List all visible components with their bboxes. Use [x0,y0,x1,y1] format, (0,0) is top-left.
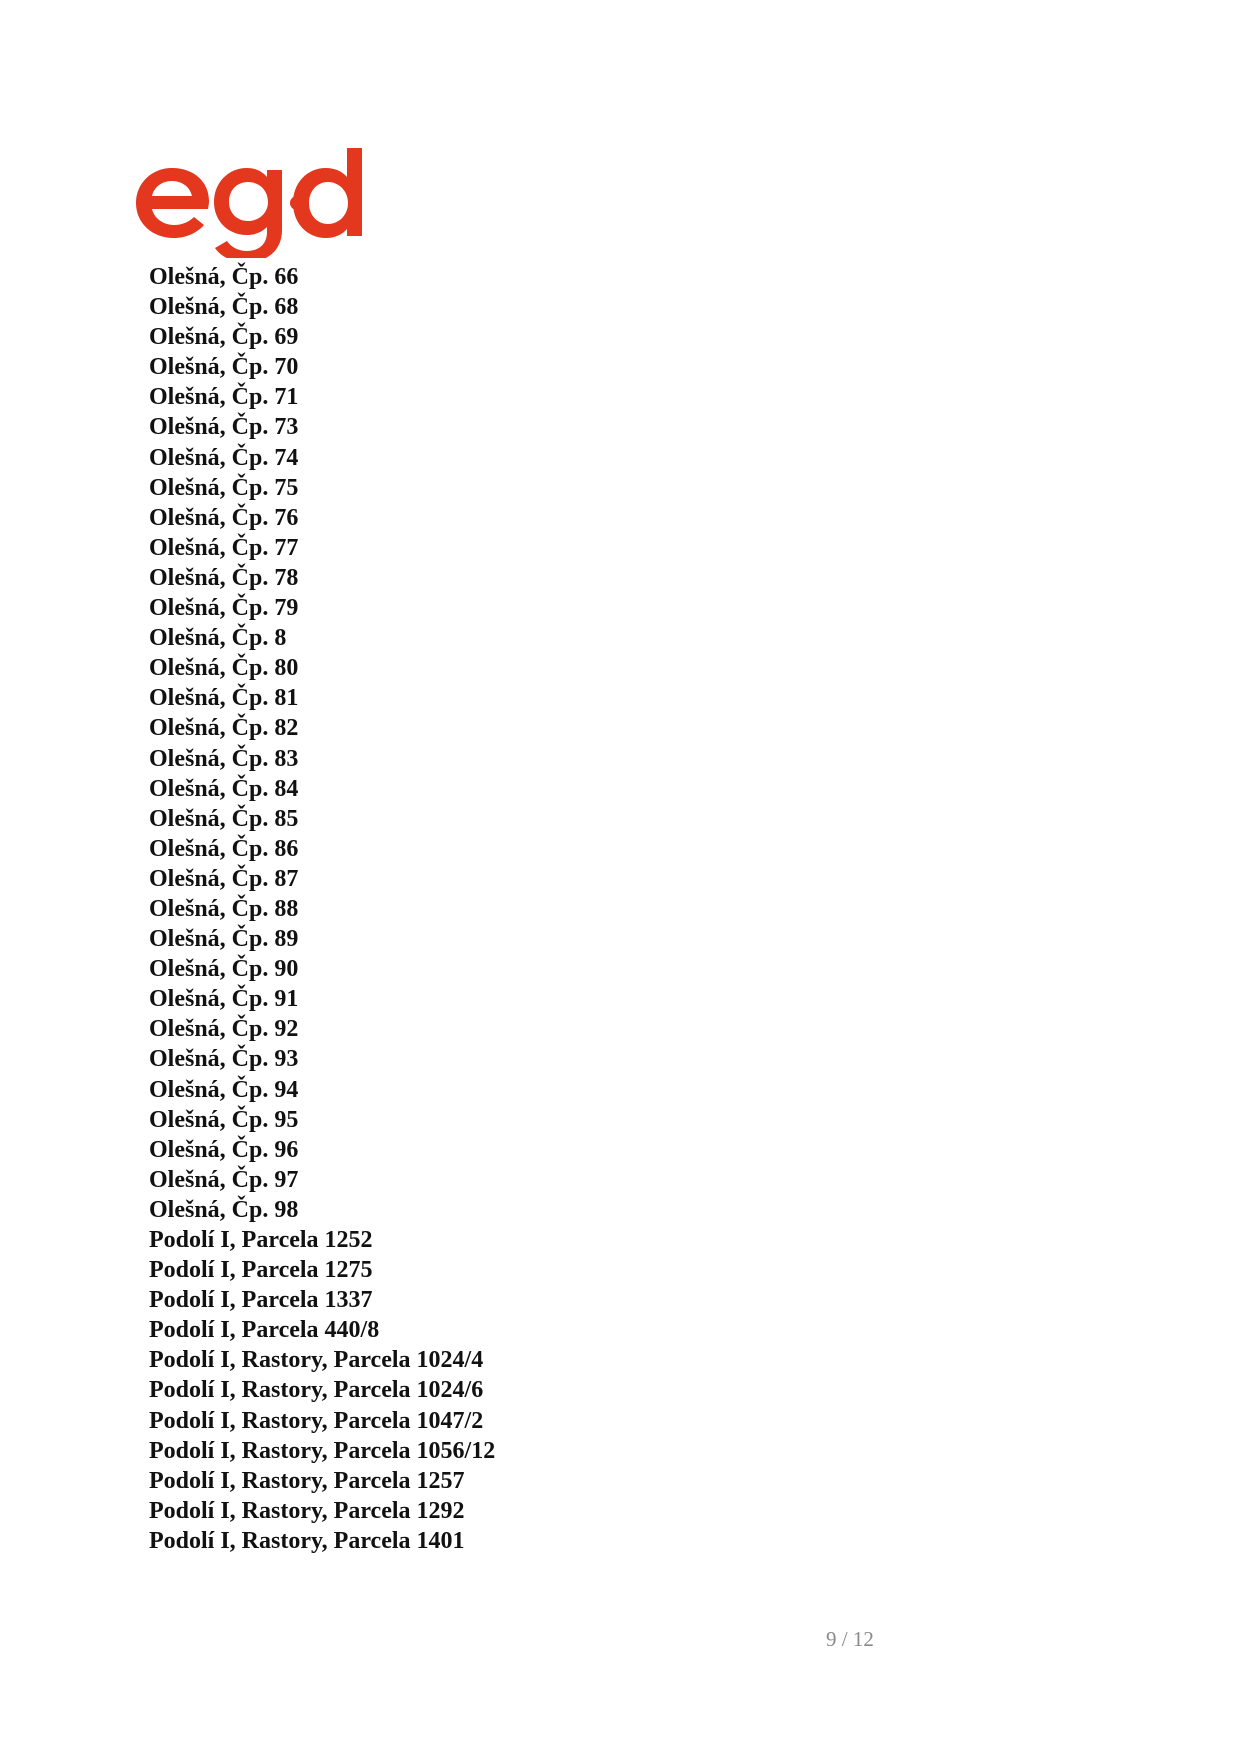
page-number: 9 / 12 [826,1627,874,1651]
address-list [149,262,495,1556]
address-item: Olešná, Čp. 92 [149,1016,299,1043]
address-item: Olešná, Čp. 85 [149,805,299,832]
address-item: Olešná, Čp. 79 [149,595,299,622]
address-item: Olešná, Čp. 82 [149,715,299,742]
address-item: Podolí I, Rastory, Parcela 1024/4 [149,1347,484,1374]
address-item: Olešná, Čp. 81 [149,685,299,712]
address-item: Podolí I, Rastory, Parcela 1292 [149,1497,465,1524]
address-item: Podolí I, Rastory, Parcela 1257 [149,1467,465,1494]
address-item: Podolí I, Rastory, Parcela 1024/6 [149,1377,484,1404]
address-item: Olešná, Čp. 96 [149,1136,299,1163]
address-item: Podolí I, Parcela 1337 [149,1287,373,1314]
address-item: Olešná, Čp. 93 [149,1046,299,1073]
address-item: Podolí I, Parcela 1275 [149,1257,373,1284]
address-item: Olešná, Čp. 68 [149,294,299,321]
address-item: Olešná, Čp. 94 [149,1076,299,1103]
address-item: Olešná, Čp. 73 [149,414,299,441]
address-item: Olešná, Čp. 77 [149,534,299,561]
address-item: Olešná, Čp. 90 [149,956,299,983]
address-item: Olešná, Čp. 76 [149,504,299,531]
address-item: Olešná, Čp. 88 [149,895,299,922]
address-item: Olešná, Čp. 98 [149,1196,299,1223]
address-item: Olešná, Čp. 70 [149,354,299,381]
address-item: Podolí I, Rastory, Parcela 1056/12 [149,1437,496,1464]
address-item: Podolí I, Parcela 440/8 [149,1317,380,1344]
address-item: Olešná, Čp. 95 [149,1106,299,1133]
address-item: Olešná, Čp. 91 [149,986,299,1013]
address-item: Olešná, Čp. 69 [149,324,299,351]
address-item: Podolí I, Rastory, Parcela 1401 [149,1527,465,1554]
egd-logo [134,148,364,258]
address-item: Olešná, Čp. 80 [149,655,299,682]
address-item: Olešná, Čp. 87 [149,865,299,892]
address-item: Olešná, Čp. 66 [149,264,299,290]
address-item: Olešná, Čp. 71 [149,384,299,411]
address-item: Olešná, Čp. 86 [149,835,299,862]
address-item: Olešná, Čp. 78 [149,564,299,591]
address-item: Olešná, Čp. 89 [149,926,299,953]
address-item: Olešná, Čp. 84 [149,775,299,802]
address-item: Olešná, Čp. 74 [149,444,299,471]
address-item: Podolí I, Parcela 1252 [149,1227,373,1253]
address-item: Podolí I, Rastory, Parcela 1047/2 [149,1407,484,1434]
address-item: Olešná, Čp. 75 [149,474,299,501]
address-item: Olešná, Čp. 8 [149,625,287,652]
address-item: Olešná, Čp. 97 [149,1166,299,1193]
address-item: Olešná, Čp. 83 [149,745,299,772]
